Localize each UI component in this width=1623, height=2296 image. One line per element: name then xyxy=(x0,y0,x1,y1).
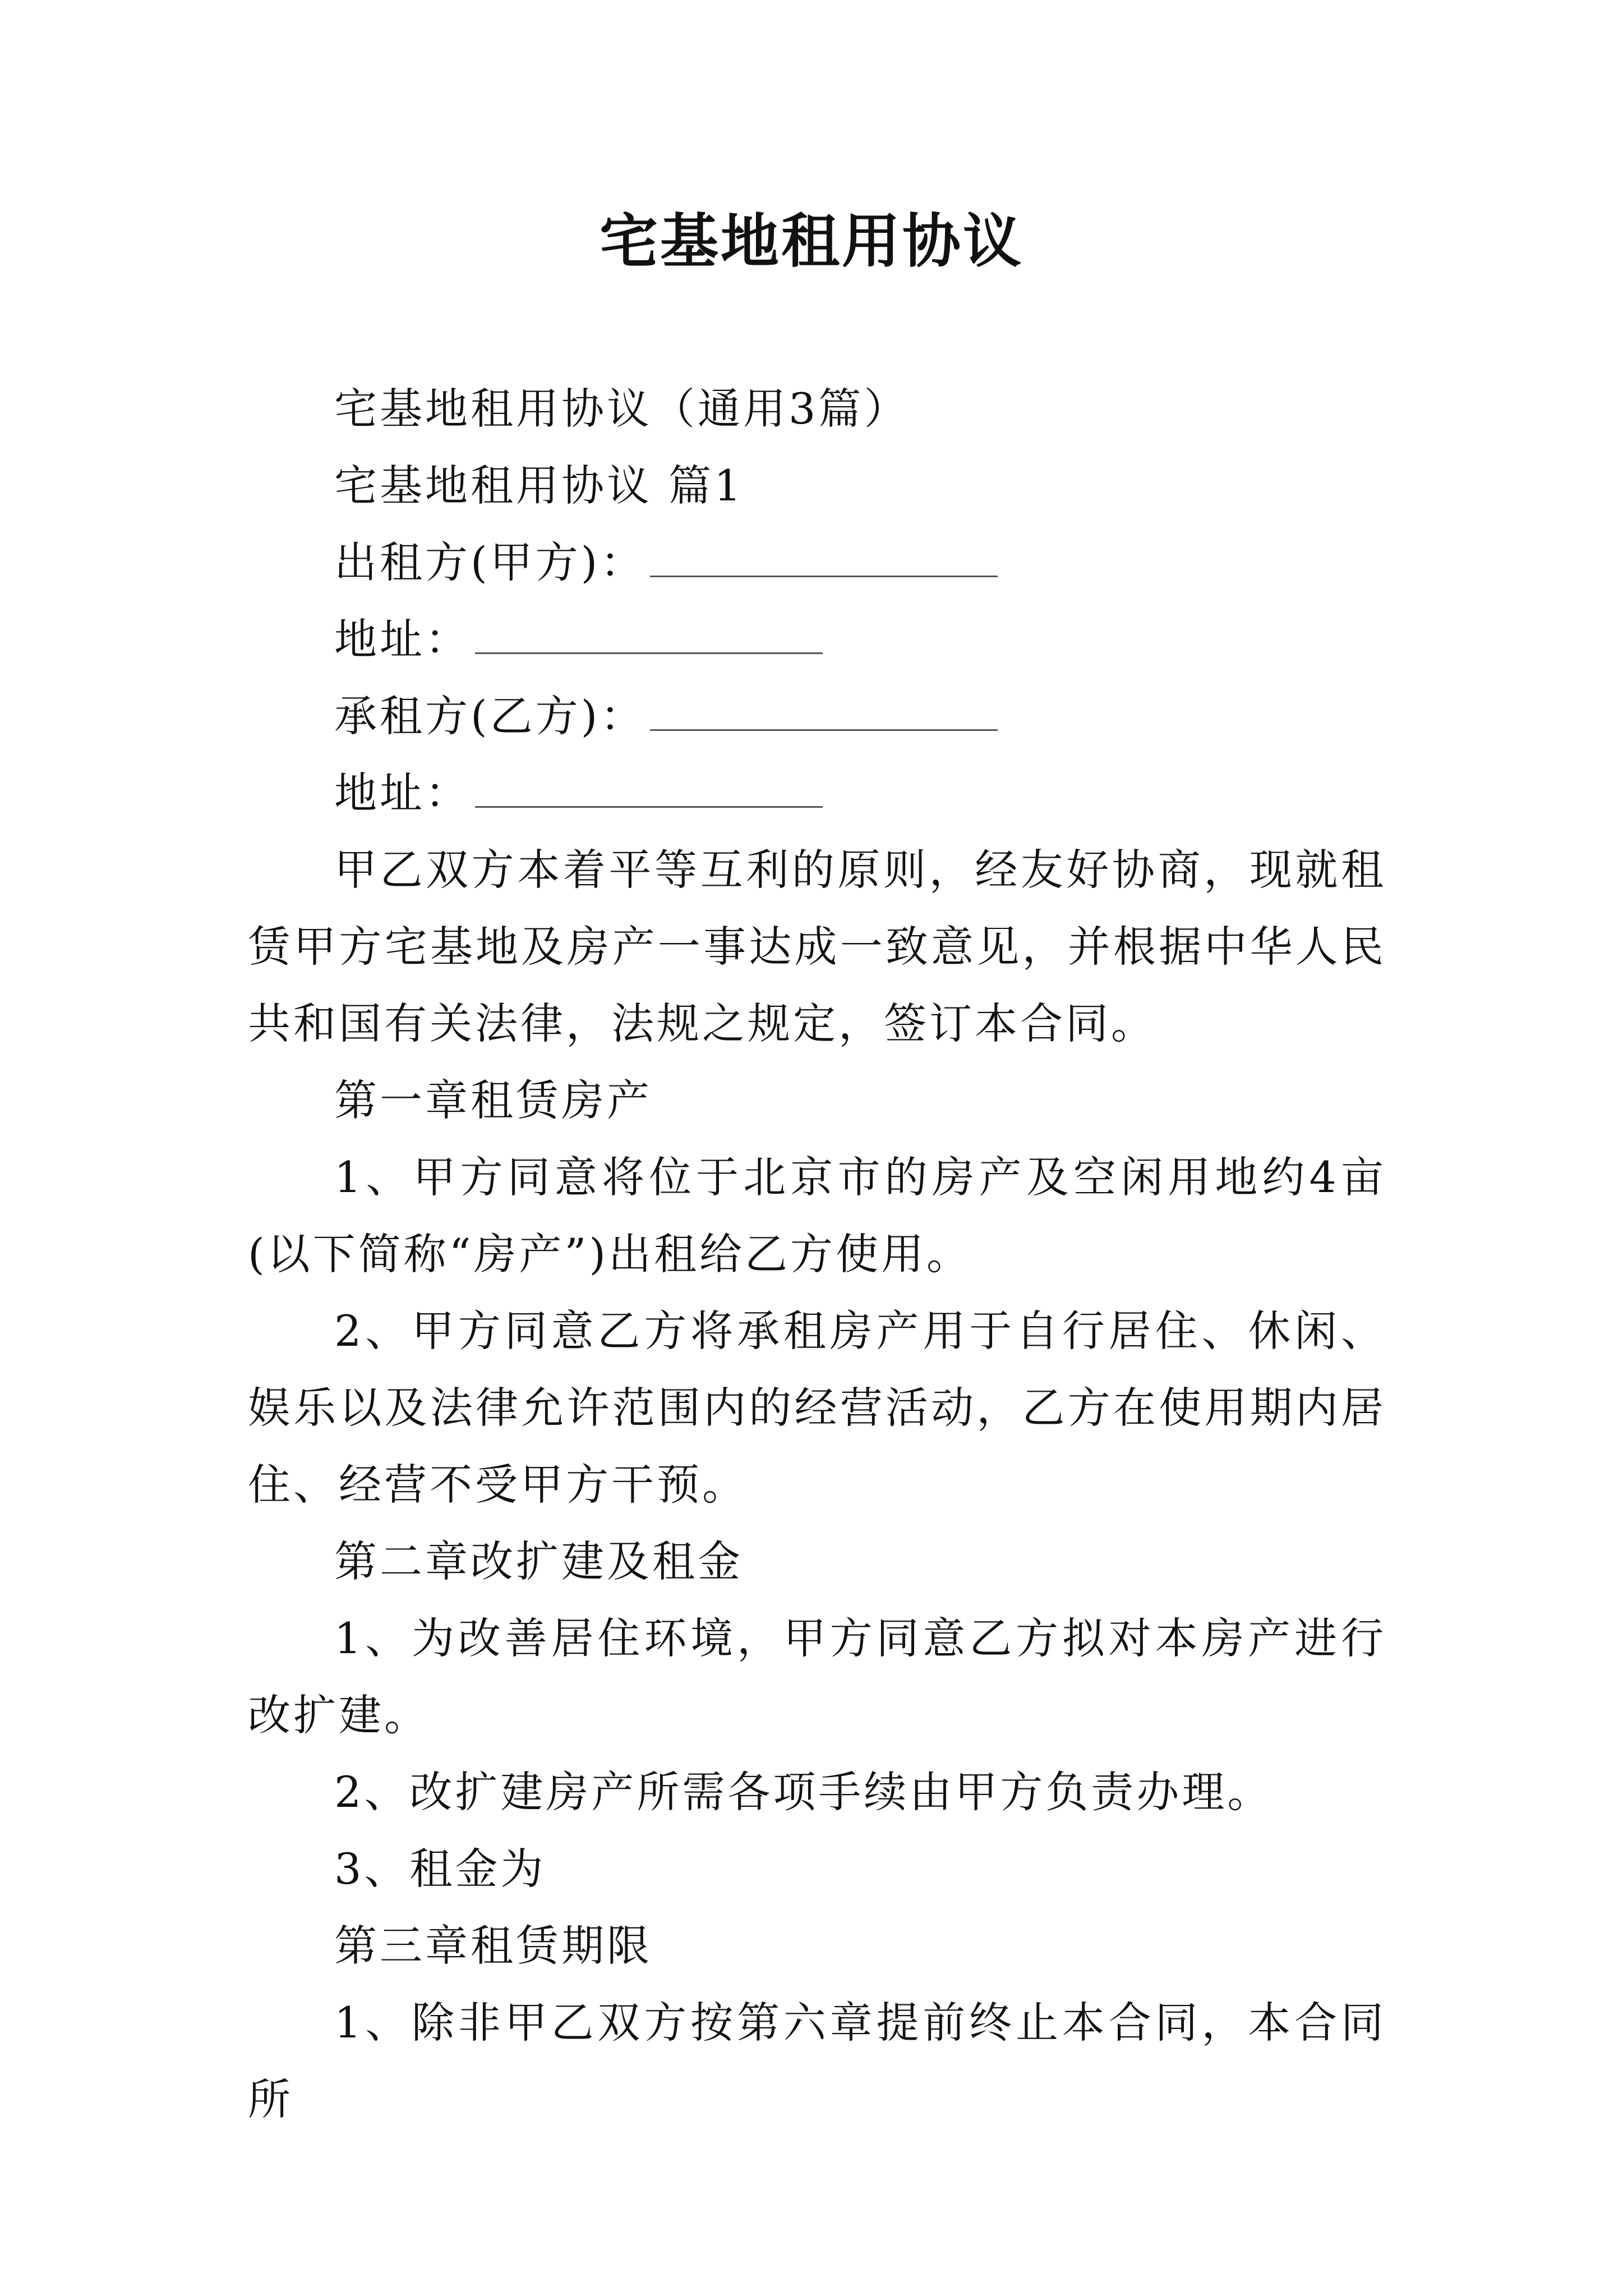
chapter-1-clause-2: 2、甲方同意乙方将承租房产用于自行居住、休闲、娱乐以及法律允许范围内的经营活动，乙方在使用期内居住、经营不受甲方干预。 xyxy=(248,1306,1386,1510)
document-body xyxy=(248,370,1386,2138)
lessor-field xyxy=(248,524,1386,601)
lessor-address-field xyxy=(248,601,1386,678)
chapter-3-heading: 第三章租赁期限 xyxy=(334,1921,652,1971)
chapter-2-heading: 第二章改扩建及租金 xyxy=(334,1536,743,1586)
lessee-address-field xyxy=(248,754,1386,831)
chapter-2-clause-1: 1、为改善居住环境，甲方同意乙方拟对本房产进行改扩建。 xyxy=(248,1613,1386,1740)
lessee-label: 承租方(乙方)： xyxy=(334,691,646,741)
chapter-1-heading: 第一章租赁房产 xyxy=(334,1075,652,1125)
lessee-address-blank-line xyxy=(475,806,823,808)
chapter-2-clause-2: 2、改扩建房产所需各项手续由甲方负责办理。 xyxy=(334,1767,1273,1817)
chapter-3-clause-1: 1、除非甲乙双方按第六章提前终止本合同，本合同所 xyxy=(248,1998,1386,2124)
chapter-1-clause-1: 1、甲方同意将位于北京市的房产及空闲用地约4亩(以下简称“房产”)出租给乙方使用。 xyxy=(248,1152,1386,1279)
intro-paragraph: 甲乙双方本着平等互利的原则，经友好协商，现就租赁甲方宅基地及房产一事达成一致意见，并根据中华人民共和国有关法律，法规之规定，签订本合同。 xyxy=(248,845,1386,1048)
document-title: 宅基地租用协议 xyxy=(599,206,1023,275)
document-subtitle: 宅基地租用协议（通用3篇） xyxy=(334,384,910,434)
chapter-2-clause-3: 3、租金为 xyxy=(334,1844,546,1894)
lessee-address-label: 地址： xyxy=(334,768,471,818)
section-heading: 宅基地租用协议 篇1 xyxy=(334,461,744,510)
lessor-blank-line xyxy=(650,575,998,577)
lessee-blank-line xyxy=(650,729,998,731)
lessor-address-blank-line xyxy=(475,652,823,654)
lessee-field xyxy=(248,678,1386,754)
lessor-label: 出租方(甲方)： xyxy=(334,537,646,587)
lessor-address-label: 地址： xyxy=(334,614,471,664)
